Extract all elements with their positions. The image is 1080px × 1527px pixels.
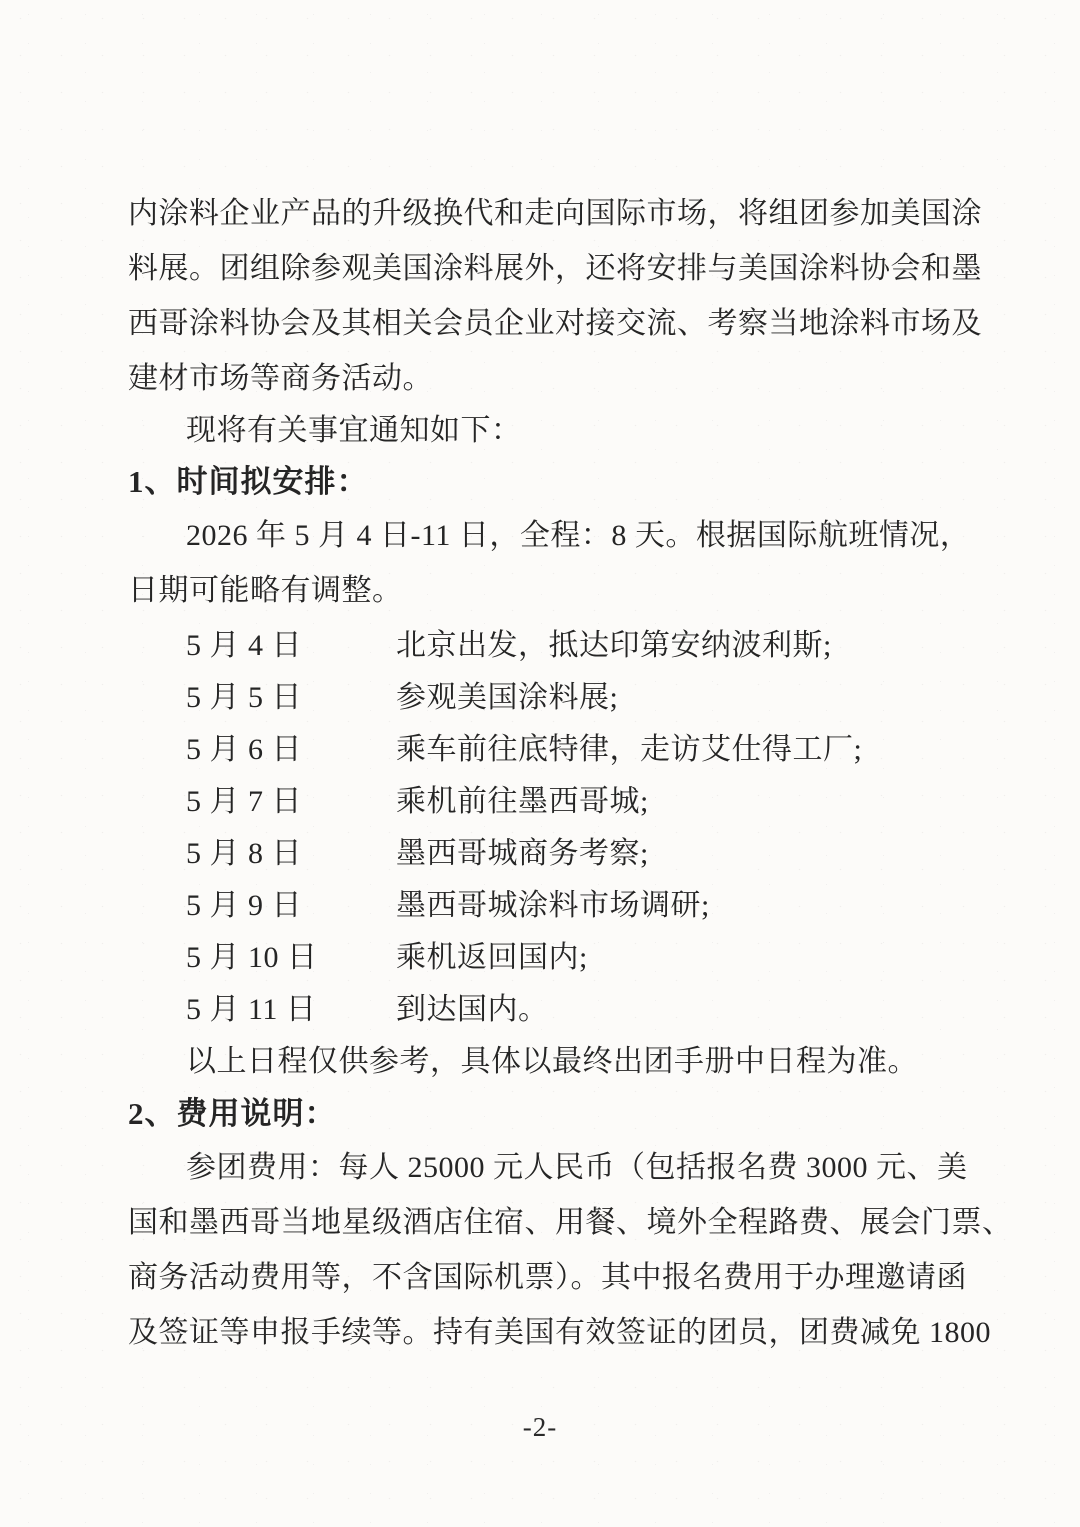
itinerary-activity: 北京出发，抵达印第安纳波利斯; xyxy=(396,629,832,662)
fees-paragraph xyxy=(128,1140,1013,1360)
text-line: 国和墨西哥当地星级酒店住宿、用餐、境外全程路费、展会门票、 xyxy=(128,1206,1013,1239)
itinerary-row xyxy=(128,776,948,828)
text-line: 商务活动费用等，不含国际机票）。其中报名费用于办理邀请函 xyxy=(128,1261,967,1294)
itinerary-date: 5 月 9 日 xyxy=(186,889,302,922)
text-line: 及签证等申报手续等。持有美国有效签证的团员，团费减免 1800 xyxy=(128,1316,991,1349)
text-line: 建材市场等商务活动。 xyxy=(128,362,433,395)
schedule-intro-paragraph xyxy=(128,508,971,618)
itinerary-date: 5 月 4 日 xyxy=(186,629,302,662)
page-number: -2- xyxy=(522,1412,558,1442)
itinerary-date: 5 月 6 日 xyxy=(186,733,302,766)
itinerary-row xyxy=(128,620,948,672)
itinerary-activity: 墨西哥城商务考察; xyxy=(396,837,649,870)
schedule-note-paragraph xyxy=(128,1036,948,1088)
itinerary-row xyxy=(128,984,948,1036)
itinerary-date: 5 月 10 日 xyxy=(186,941,318,974)
itinerary-activity: 乘机返回国内; xyxy=(396,941,588,974)
section-heading-schedule: 1、时间拟安排： xyxy=(128,464,369,499)
text-line: 西哥涂料协会及其相关会员企业对接交流、考察当地涂料市场及 xyxy=(128,307,982,340)
text-line: 参团费用：每人 25000 元人民币（包括报名费 3000 元、美 xyxy=(186,1151,968,1184)
itinerary-row xyxy=(128,828,948,880)
notice-paragraph xyxy=(128,406,948,456)
itinerary-activity: 乘机前往墨西哥城; xyxy=(396,785,649,818)
text-line: 日期可能略有调整。 xyxy=(128,574,403,607)
itinerary-activity: 乘车前往底特律，走访艾仕得工厂; xyxy=(396,733,863,766)
itinerary-activity: 参观美国涂料展; xyxy=(396,681,619,714)
text-line: 2026 年 5 月 4 日-11 日，全程：8 天。根据国际航班情况， xyxy=(186,519,971,552)
itinerary-activity: 墨西哥城涂料市场调研; xyxy=(396,889,710,922)
itinerary-row xyxy=(128,932,948,984)
schedule-note: 以上日程仅供参考，具体以最终出团手册中日程为准。 xyxy=(186,1045,918,1078)
notice-line: 现将有关事宜通知如下： xyxy=(186,414,522,447)
itinerary-date: 5 月 7 日 xyxy=(186,785,302,818)
itinerary-date: 5 月 11 日 xyxy=(186,993,317,1026)
itinerary-list xyxy=(128,620,948,1036)
itinerary-row xyxy=(128,724,948,776)
text-line: 料展。团组除参观美国涂料展外，还将安排与美国涂料协会和墨 xyxy=(128,252,982,285)
itinerary-date: 5 月 5 日 xyxy=(186,681,302,714)
text-line: 内涂料企业产品的升级换代和走向国际市场，将组团参加美国涂 xyxy=(128,197,982,230)
itinerary-row xyxy=(128,672,948,724)
itinerary-date: 5 月 8 日 xyxy=(186,837,302,870)
itinerary-activity: 到达国内。 xyxy=(396,993,549,1026)
section-heading-fees: 2、费用说明： xyxy=(128,1096,337,1131)
itinerary-row xyxy=(128,880,948,932)
intro-paragraph xyxy=(128,186,982,406)
